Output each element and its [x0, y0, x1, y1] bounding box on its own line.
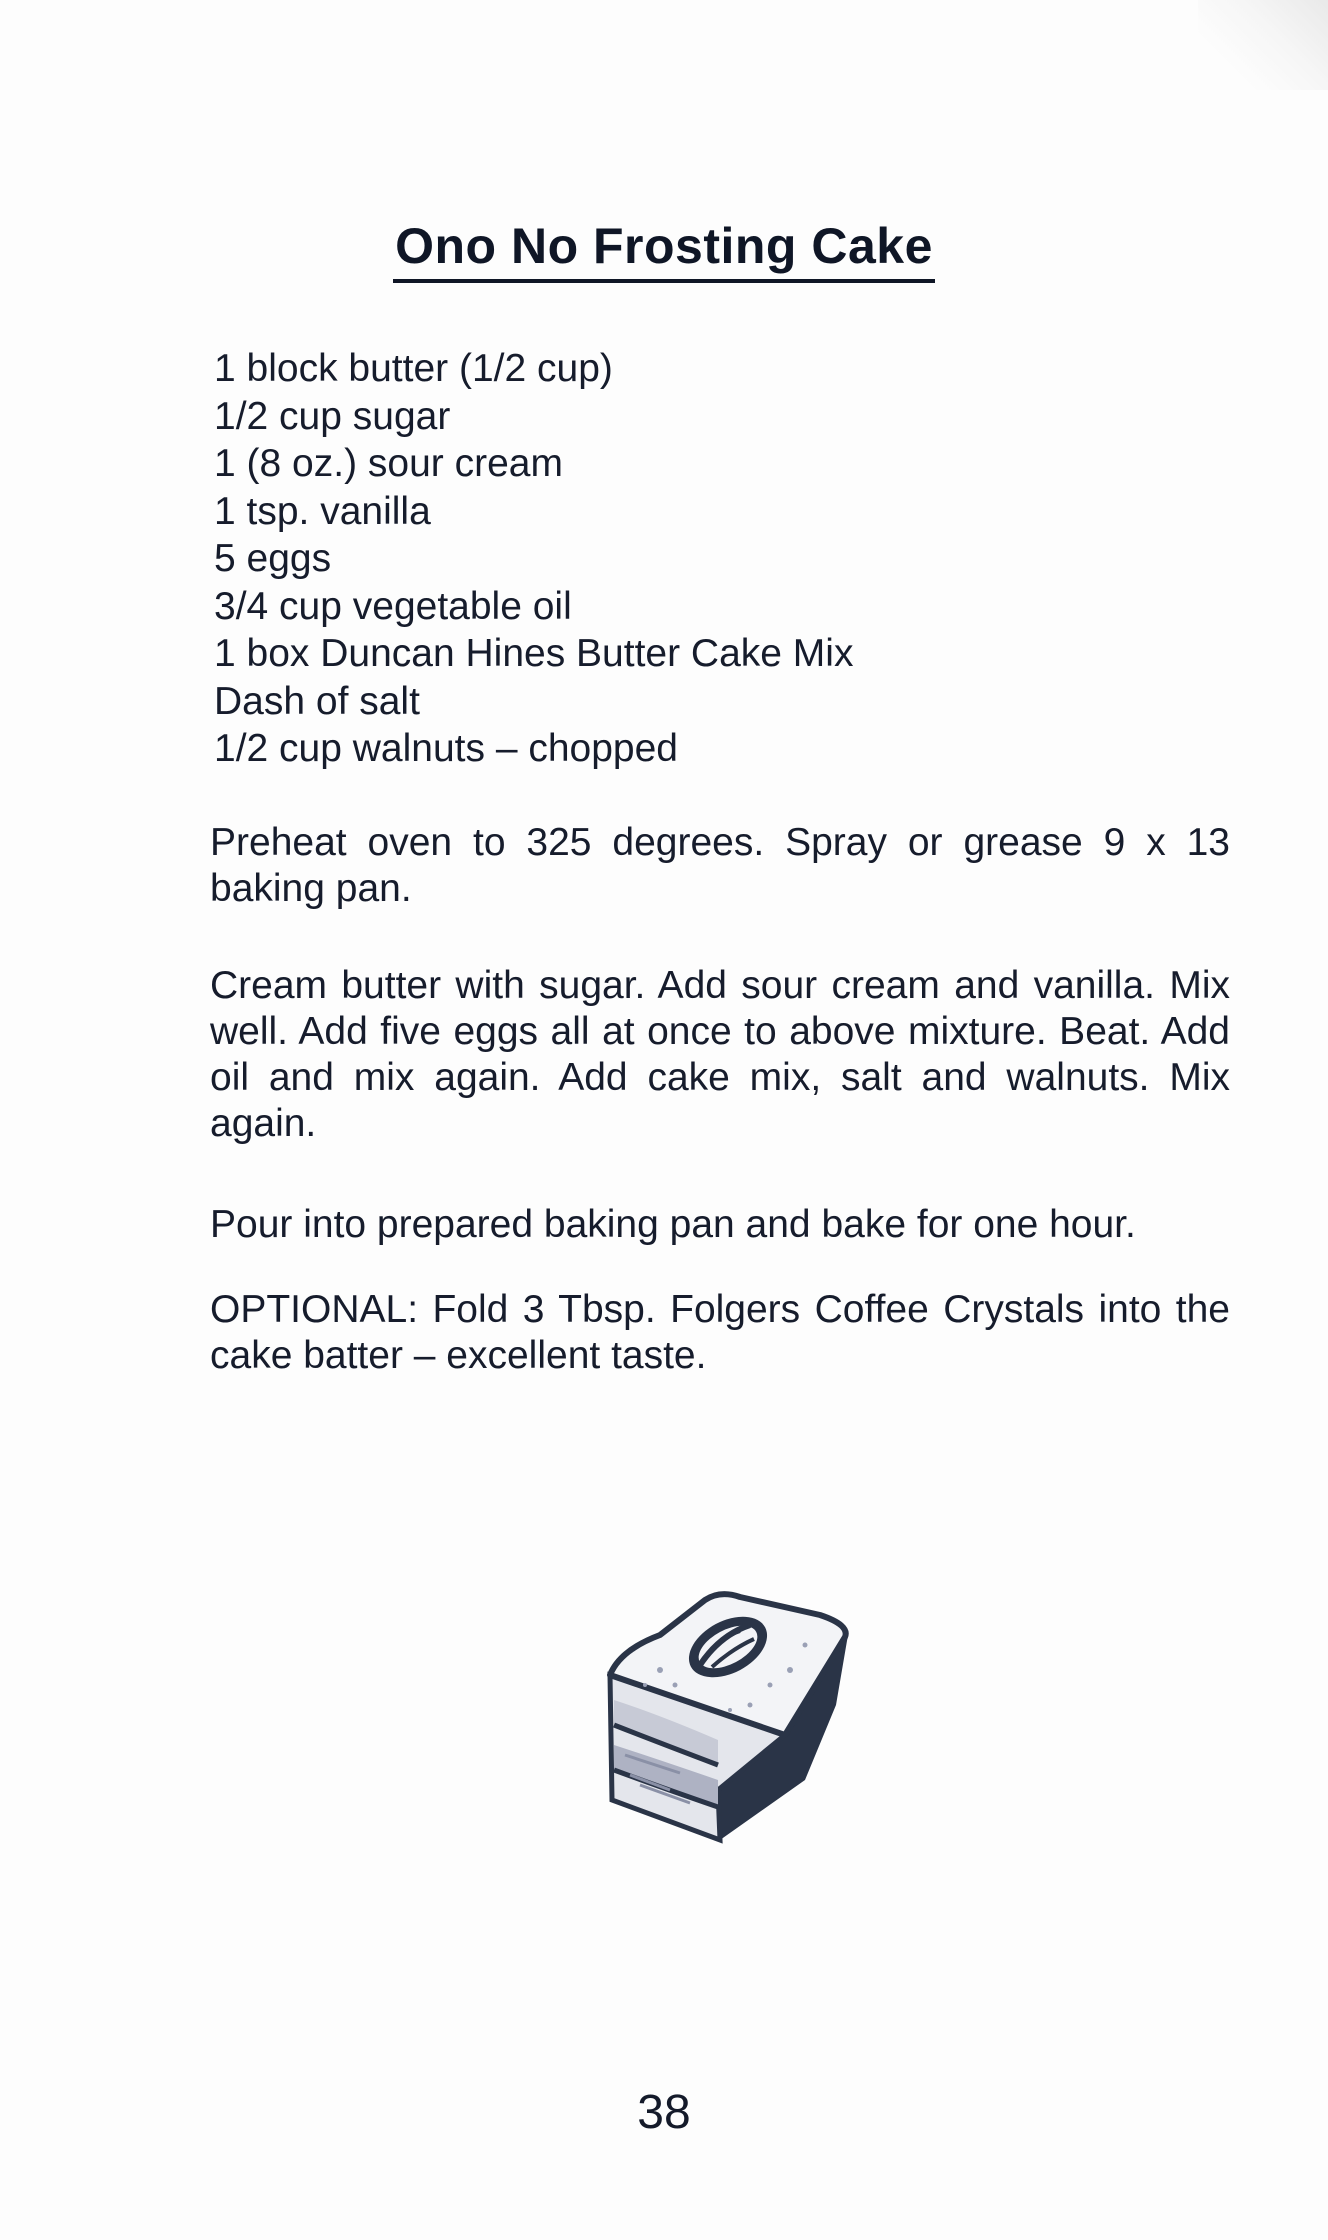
- ingredient-item: 1 box Duncan Hines Butter Cake Mix: [214, 632, 854, 675]
- ingredient-item: 1 block butter (1/2 cup): [214, 347, 613, 390]
- recipe-title-text: Ono No Frosting Cake: [393, 215, 935, 283]
- ingredient-item: 1 tsp. vanilla: [214, 489, 431, 533]
- ingredient-item: 1/2 cup walnuts – chopped: [214, 727, 679, 770]
- instruction-optional: OPTIONAL: Fold 3 Tbsp. Folgers Coffee Crystals into the cake batter – excellent taste.: [210, 1288, 1230, 1377]
- instruction-mix: Cream butter with sugar. Add sour cream and vanilla. Mix well. Add five eggs all at once to above mixture. Beat. Add oil and mix again. Add cake mix, salt and walnuts. Mix again.: [210, 964, 1230, 1145]
- ingredient-item: 1 (8 oz.) sour cream: [214, 442, 563, 485]
- page-corner-shadow: [1198, 0, 1328, 90]
- ingredient-item: 1/2 cup sugar: [214, 394, 451, 438]
- instruction-preheat: Preheat oven to 325 degrees. Spray or grease 9 x 13 baking pan.: [210, 821, 1230, 910]
- ingredient-item: 3/4 cup vegetable oil: [214, 584, 572, 628]
- page-number: 38: [637, 2086, 691, 2139]
- recipe-title: [0, 215, 1328, 283]
- ingredient-item: Dash of salt: [214, 679, 420, 723]
- ingredient-item: 5 eggs: [214, 537, 332, 580]
- cake-slice-with-pecan-icon: [600, 1575, 860, 1845]
- instruction-bake: Pour into prepared baking pan and bake for one hour.: [210, 1203, 1136, 1246]
- ingredient-list: [214, 345, 853, 773]
